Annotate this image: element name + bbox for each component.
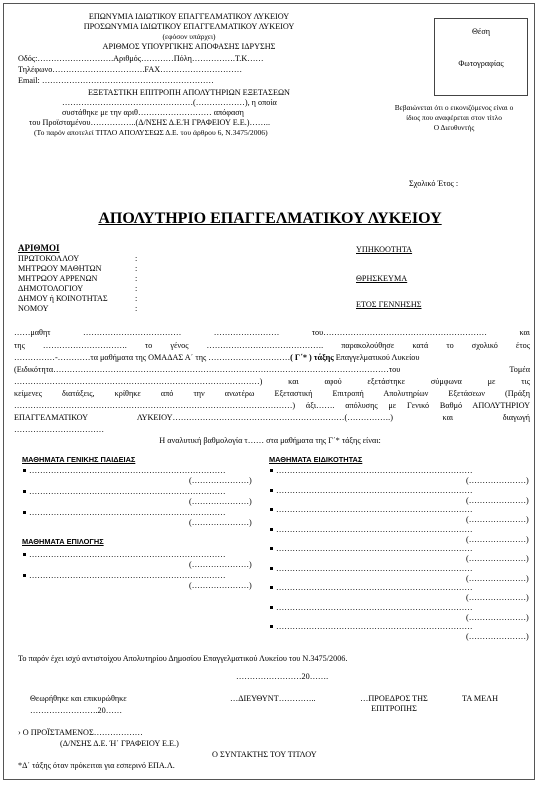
number-label-male-registry: ΜΗΤΡΩΟΥ ΑΡΡΕΝΩΝ <box>18 274 98 283</box>
body-line-3-grade: ( Γ΄* ) τάξης <box>290 353 334 362</box>
birth-year-label: ΕΤΟΣ ΓΕΝΝΗΣΗΣ <box>356 300 422 309</box>
colon: : <box>135 274 138 283</box>
committee-line-2: συστάθηκε με την αριθ……………………… απόφαση <box>62 108 244 117</box>
subject-grade-blank: (…………………) <box>466 534 529 544</box>
list-bullet <box>270 469 273 472</box>
subject-name-blank: ……………………………………………………………… <box>276 505 473 514</box>
body-line-2: της …………………………. το γένος ……………………………………. παρακολούθησε κατά το σχολικό έτος <box>14 341 530 350</box>
address-line: Οδός:……………………….Αριθμός…………Πόλη…………….Τ.Κ…… <box>18 54 264 63</box>
school-name: ΕΠΩΝΥΜΙΑ ΙΔΙΩΤΙΚΟΥ ΕΠΑΓΓΕΛΜΑΤΙΚΟΥ ΛΥΚΕΙΟΥ <box>88 12 290 21</box>
colon: : <box>135 304 138 313</box>
evening-school-note: *Δ΄ τάξης όταν πρόκειται για εσπερινό ΕΠΑ.Λ. <box>18 761 175 770</box>
subject-name-blank: ……………………………………………………………… <box>276 622 473 631</box>
body-line-6: κείμενες διατάξεις, κρίθηκε από την ανωτέρω Εξεταστική Επιτροπή Απολυτηρίων Εξετάσεων (Πράξη <box>14 389 530 398</box>
list-bullet <box>270 606 273 609</box>
subject-name-blank: ……………………………………………………………… <box>276 524 473 534</box>
body-line-1: ……μαθητ ……………………………… …………………… του…………………………………………………… και <box>14 328 530 337</box>
subject-name-blank: ……………………………………………………………… <box>276 583 473 592</box>
subject-grade-blank: (…………………) <box>466 612 529 622</box>
colon: : <box>135 284 138 293</box>
list-bullet <box>270 508 273 511</box>
subject-grade-blank: (…………………) <box>466 632 529 641</box>
subject-grade-blank: (…………………) <box>466 476 529 485</box>
subject-grade-blank: (…………………) <box>466 573 529 583</box>
alt-name-note: (εφόσον υπάρχει) <box>162 32 216 41</box>
body-line-8: ΕΠΑΓΓΕΛΜΑΤΙΚΟΥ ΛΥΚΕΙΟΥ………………………………………………………(…………….) και διαγωγή <box>14 413 530 422</box>
checked-label: Θεωρήθηκε και επικυρώθηκε <box>30 694 127 703</box>
subject-grade-blank: (…………………) <box>189 560 252 569</box>
checked-date: …………………….20…… <box>30 706 123 715</box>
subject-name-blank: ……………………………………………………………… <box>276 563 473 573</box>
general-subjects-heading: ΜΑΘΗΜΑΤΑ ΓΕΝΙΚΗΣ ΠΑΙΔΕΙΑΣ <box>22 455 136 464</box>
subject-name-blank: ……………………………………………………………… <box>29 571 226 580</box>
colon: : <box>135 254 138 263</box>
subject-grade-blank: (…………………) <box>189 581 252 590</box>
subject-grade-blank: (…………………) <box>466 495 529 505</box>
list-bullet <box>23 511 26 514</box>
list-bullet <box>23 553 26 556</box>
colon: : <box>135 294 138 303</box>
document-title: ΑΠΟΛΥΤΗΡΙΟ ΕΠΑΓΓΕΛΜΑΤΙΚΟΥ ΛΥΚΕΙΟΥ <box>98 210 442 227</box>
photo-placeholder <box>434 18 528 96</box>
committee-note: (Το παρόν αποτελεί ΤΙΤΛΟ ΑΠΟΛΥΣΕΩΣ Δ.Ε. του άρθρου 6, Ν.3475/2006) <box>34 128 268 137</box>
colon: : <box>135 264 138 273</box>
number-label-municipality: ΔΗΜΟΥ ή ΚΟΙΝΟΤΗΤΑΣ <box>18 294 108 303</box>
subject-grade-blank: (…………………) <box>466 593 529 602</box>
list-bullet <box>23 574 26 577</box>
list-bullet <box>23 490 26 493</box>
photo-label-1: Θέση <box>471 27 491 36</box>
list-bullet <box>270 567 273 570</box>
title-author: Ο ΣΥΝΤΑΚΤΗΣ ΤΟΥ ΤΙΤΛΟΥ <box>212 750 317 759</box>
issue-date-line: ……………………20……. <box>236 672 329 681</box>
school-alt-name: ΠΡΟΣΩΝΥΜΙΑ ΙΔΙΩΤΙΚΟΥ ΕΠΑΓΓΕΛΜΑΤΙΚΟΥ ΛΥΚΕΙΟΥ <box>83 22 295 31</box>
school-year: Σχολικό Έτος : <box>409 179 459 188</box>
body-line-9: …………………………… <box>14 425 105 434</box>
diploma-document <box>3 3 535 780</box>
subject-name-blank: ……………………………………………………………… <box>276 485 473 495</box>
elective-subjects-heading: ΜΑΘΗΜΑΤΑ ΕΠΙΛΟΓΗΣ <box>22 537 104 546</box>
phone-fax-line: Τηλέφωνο…………………………….FAX………………………… <box>18 65 243 74</box>
numbers-heading: ΑΡΙΘΜΟΙ <box>18 243 60 253</box>
head-department: (Δ/ΝΣΗΣ Δ.Ε. Ή΄ ΓΡΑΦΕΙΟΥ Ε.Ε.) <box>60 739 179 748</box>
body-line-3-start: ……………-…………τα μαθήματα της ΟΜΑΔΑΣ Α΄ της ………………………… <box>14 353 291 362</box>
number-label-student-registry: ΜΗΤΡΩΟΥ ΜΑΘΗΤΩΝ <box>18 264 102 273</box>
body-line-7: …………………………………………………………………………………………) άξι……. απόλυσης με Γενικό Βαθμό ΑΠΟΛΥΤΗΡΙΟΥ <box>14 401 530 410</box>
subject-grade-blank: (…………………) <box>189 497 252 506</box>
email-line: Email: ……………………………………………………… <box>18 76 214 85</box>
citizenship-label: ΥΠΗΚΟΟΤΗΤΑ <box>356 245 413 254</box>
grades-intro: Η αναλυτική βαθμολογία τ…… στα μαθήματα της Γ΄* τάξης είναι: <box>159 436 381 445</box>
subject-name-blank: ……………………………………………………………… <box>29 550 226 559</box>
photo-certification-1: Βεβαιώνεται ότι ο εικονιζόμενος είναι ο <box>394 103 514 112</box>
list-bullet <box>270 586 273 589</box>
body-line-5: ………………………………………………………………………………) και αφού εξετάστηκε σύμφωνα με τις <box>14 377 530 386</box>
list-bullet <box>270 547 273 550</box>
subject-name-blank: ……………………………………………………………… <box>29 487 226 496</box>
subject-name-blank: ……………………………………………………………… <box>29 508 226 517</box>
committee-president-1: …ΠΡΟΕΔΡΟΣ ΤΗΣ <box>360 694 428 703</box>
committee-president-2: ΕΠΙΤΡΟΠΗΣ <box>371 704 417 713</box>
director-signature: …ΔΙΕΥΘΥΝΤ………….. <box>230 694 316 703</box>
subject-grade-blank: (…………………) <box>189 518 252 527</box>
committee-members: ΤΑ ΜΕΛΗ <box>462 694 498 703</box>
subject-grade-blank: (…………………) <box>189 476 252 485</box>
religion-label: ΘΡΗΣΚΕΥΜΑ <box>356 274 408 283</box>
number-label-prefecture: ΝΟΜΟΥ <box>18 304 49 313</box>
subject-grade-blank: (…………………) <box>466 515 529 524</box>
committee-title: ΕΞΕΤΑΣΤΙΚΗ ΕΠΙΤΡΟΠΗ ΑΠΟΛΥΤΗΡΙΩΝ ΕΞΕΤΑΣΕΩΝ <box>88 88 290 97</box>
founding-decision-number: ΑΡΙΘΜΟΣ ΥΠΟΥΡΓΙΚΗΣ ΑΠΟΦΑΣΗΣ ΙΔΡΥΣΗΣ <box>102 42 276 51</box>
number-label-municipal-registry: ΔΗΜΟΤΟΛΟΓΙΟΥ <box>18 284 84 293</box>
body-line-4: (Ειδικότητα……………………………………………………………………………………………………………του Τομέα <box>14 365 530 374</box>
photo-certification-3: Ο Διευθυντής <box>433 123 475 132</box>
list-bullet <box>270 528 273 531</box>
subject-name-blank: ……………………………………………………………… <box>276 466 473 475</box>
subject-name-blank: ……………………………………………………………… <box>276 602 473 612</box>
photo-label-2: Φωτογραφίας <box>458 59 504 68</box>
list-bullet <box>270 489 273 492</box>
specialty-subjects-heading: ΜΑΘΗΜΑΤΑ ΕΙΔΙΚΟΤΗΤΑΣ <box>269 455 363 464</box>
committee-line-1: …………………………………………(………………), η οποία <box>62 98 277 107</box>
list-bullet <box>23 469 26 472</box>
photo-certification-2: ίδιος που αναφέρεται στον τίτλο <box>406 113 502 122</box>
committee-line-3: του Προϊσταμένου……………..(Δ/ΝΣΗΣ Δ.Ε.Ή ΓΡΑΦΕΙΟΥ Ε.Ε.)…….. <box>29 118 271 127</box>
number-label-protocol: ΠΡΩΤΟΚΟΛΛΟΥ <box>18 254 80 263</box>
subject-grade-blank: (…………………) <box>466 554 529 563</box>
subject-name-blank: ……………………………………………………………… <box>276 544 473 553</box>
subject-name-blank: ……………………………………………………………… <box>29 466 226 475</box>
body-line-3-end: Επαγγελματικού Λυκείου <box>333 353 420 362</box>
validity-statement: Το παρόν έχει ισχύ αντιστοίχου Απολυτηρίου Δημοσίου Επαγγελματικού Λυκείου του Ν.3475/2006. <box>18 654 348 663</box>
body-line-3 <box>14 353 419 363</box>
list-bullet <box>270 625 273 628</box>
head-signature: › Ο ΠΡΟΪΣΤΑΜΕΝΟΣ……………… <box>18 728 143 737</box>
